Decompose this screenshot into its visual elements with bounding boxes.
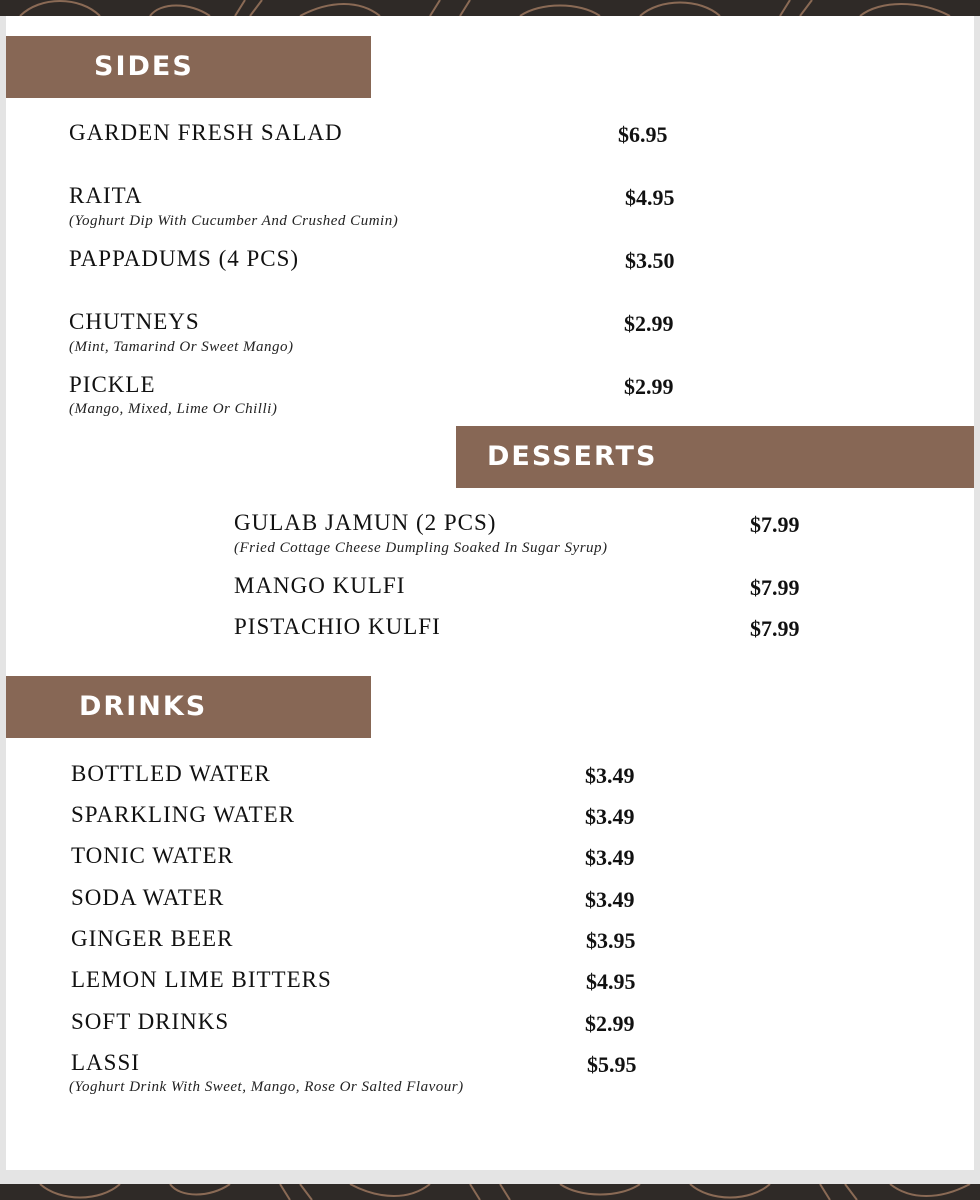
- item-description: (Mango, Mixed, Lime Or Chilli): [69, 401, 278, 417]
- item-name: PISTACHIO KULFI: [234, 614, 441, 639]
- item-name: MANGO KULFI: [234, 573, 406, 598]
- item-name: PAPPADUMS (4 PCS): [69, 246, 300, 271]
- sides-title: SIDES: [94, 51, 194, 82]
- drinks-title: DRINKS: [79, 691, 208, 722]
- item-price: $3.49: [585, 887, 635, 912]
- item-price: $7.99: [750, 616, 800, 641]
- item-name: TONIC WATER: [71, 843, 234, 868]
- decorative-bottom-band: [0, 1184, 980, 1200]
- item-price: $6.95: [618, 122, 668, 147]
- desserts-header: [456, 426, 974, 488]
- item-name: CHUTNEYS: [69, 309, 200, 334]
- item-name: GULAB JAMUN (2 PCS): [234, 510, 497, 535]
- item-description: (Fried Cottage Cheese Dumpling Soaked In Sugar Syrup): [234, 540, 608, 556]
- item-price: $3.95: [586, 928, 636, 953]
- item-price: $2.99: [624, 374, 674, 399]
- item-name: GINGER BEER: [71, 926, 234, 951]
- decorative-top-band: [0, 0, 980, 16]
- item-price: $3.49: [585, 763, 635, 788]
- item-price: $4.95: [625, 185, 675, 210]
- item-price: $2.99: [585, 1011, 635, 1036]
- item-description: (Yoghurt Drink With Sweet, Mango, Rose Or Salted Flavour): [69, 1079, 464, 1095]
- item-price: $3.49: [585, 804, 635, 829]
- line-art-pattern: [0, 0, 980, 16]
- item-name: GARDEN FRESH SALAD: [69, 120, 343, 145]
- item-name: LASSI: [71, 1050, 140, 1075]
- item-price: $3.49: [585, 845, 635, 870]
- item-name: LEMON LIME BITTERS: [71, 967, 332, 992]
- item-name: PICKLE: [69, 372, 156, 397]
- item-price: $5.95: [587, 1052, 637, 1077]
- line-art-pattern: [0, 1184, 980, 1200]
- menu-page: [6, 16, 974, 1170]
- item-description: (Yoghurt Dip With Cucumber And Crushed Cumin): [69, 213, 399, 229]
- desserts-title: DESSERTS: [487, 441, 658, 472]
- item-name: BOTTLED WATER: [71, 761, 271, 786]
- item-price: $2.99: [624, 311, 674, 336]
- item-price: $3.50: [625, 248, 675, 273]
- item-name: SODA WATER: [71, 885, 225, 910]
- item-description: (Mint, Tamarind Or Sweet Mango): [69, 339, 294, 355]
- item-price: $4.95: [586, 969, 636, 994]
- item-name: SPARKLING WATER: [71, 802, 295, 827]
- item-price: $7.99: [750, 575, 800, 600]
- item-name: RAITA: [69, 183, 143, 208]
- sides-header: [6, 36, 371, 98]
- drinks-header: [6, 676, 371, 738]
- item-name: SOFT DRINKS: [71, 1009, 230, 1034]
- item-price: $7.99: [750, 512, 800, 537]
